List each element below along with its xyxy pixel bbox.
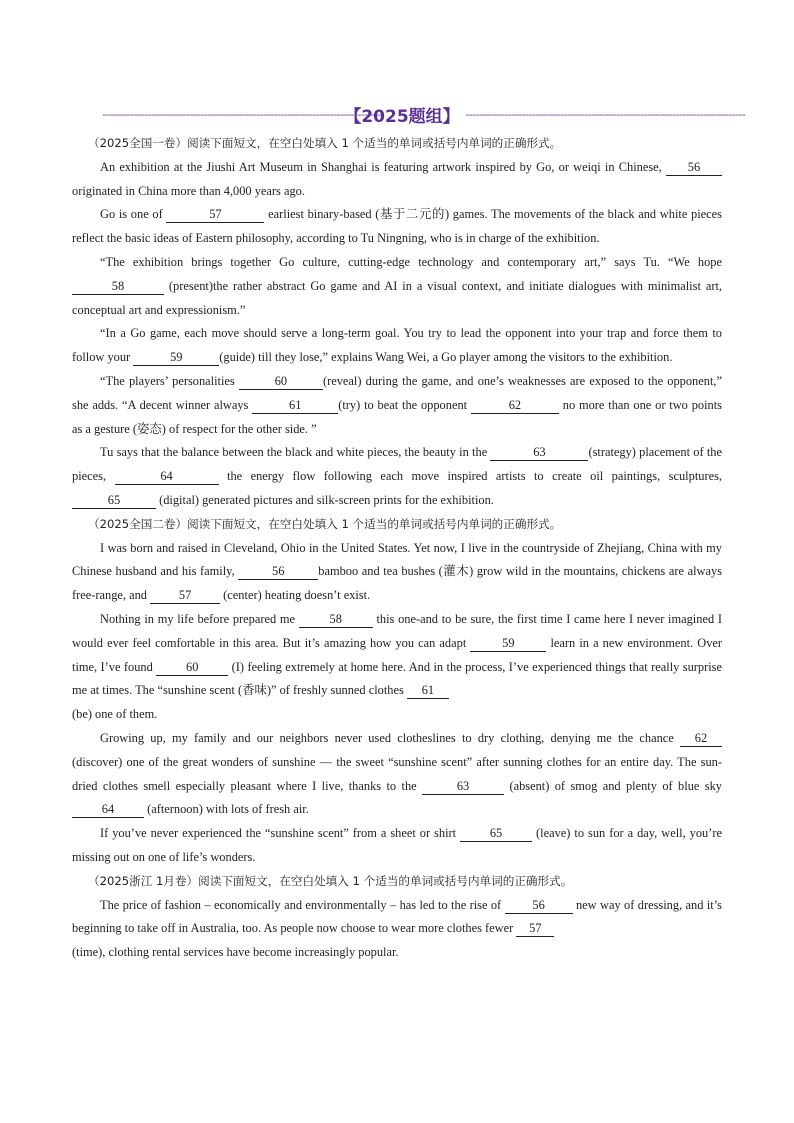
answer-blank-65[interactable]: 65: [72, 493, 156, 509]
paragraph-text: (present)the rather abstract Go game and AI in a visual context, and initiate dialogues with minimalist art, conceptual art and expressionism.”: [72, 278, 722, 317]
paragraph-text: Go is one of: [100, 207, 167, 222]
paragraph-text: “The players’ personalities: [100, 373, 239, 388]
answer-blank-56[interactable]: 56: [505, 898, 573, 914]
paragraph-text: learn in a new environment. Over time, I’ve found: [72, 635, 723, 674]
passage-paragraph: [72, 251, 722, 322]
paragraph-text: (time), clothing rental services have become increasingly popular.: [72, 945, 399, 960]
paragraph-text: the energy flow following each move inspired artists to create oil paintings, sculptures,: [218, 469, 722, 484]
passage-paragraph: [72, 608, 722, 703]
passage-paragraph: [72, 537, 722, 608]
paragraph-text: (try) to beat the opponent: [338, 397, 471, 412]
answer-blank-59[interactable]: 59: [133, 350, 219, 366]
answer-blank-63[interactable]: 63: [490, 445, 588, 461]
passage-paragraph: [72, 441, 722, 512]
answer-blank-60[interactable]: 60: [156, 660, 228, 676]
paragraph-text: (discover) one of the great wonders of sunshine — the sweet “sunshine scent” after sunning clothes for an entire day. The sun-dried clothes smell especially pleasant where I live, thanks to the: [72, 754, 722, 793]
passage-paragraph: [72, 322, 722, 370]
paragraph-text: (center) heating doesn’t exist.: [220, 588, 371, 603]
answer-blank-57[interactable]: 57: [150, 588, 220, 604]
passage-paragraph: [72, 941, 722, 965]
paragraph-text: (guide) till they lose,” explains Wang Wei, a Go player among the visitors to the exhibition.: [219, 350, 673, 365]
answer-blank-61[interactable]: 61: [252, 398, 338, 414]
answer-blank-57[interactable]: 57: [516, 921, 554, 937]
paragraph-text: (reveal) during the game, and one’s weaknesses are exposed to the opponent,” she adds. “A decent winner always: [72, 373, 722, 412]
paragraph-text: An exhibition at the Jiushi Art Museum in Shanghai is featuring artwork inspired by Go, or weiqi in Chinese,: [100, 159, 666, 174]
paragraph-text: (leave) to sun for a day, well, you’re missing out on one of life’s wonders.: [72, 826, 722, 864]
answer-blank-64[interactable]: 64: [115, 469, 219, 485]
passages-container: [72, 132, 722, 965]
answer-blank-63[interactable]: 63: [422, 779, 504, 795]
paragraph-text: The price of fashion – economically and environmentally – has led to the rise of: [100, 897, 505, 912]
answer-blank-60[interactable]: 60: [239, 374, 323, 390]
passage-paragraph: [72, 822, 722, 870]
paragraph-text: (strategy) placement of the pieces,: [72, 445, 722, 484]
answer-blank-62[interactable]: 62: [471, 398, 559, 414]
paragraph-text: (absent) of smog and plenty of blue sky: [504, 778, 722, 793]
paragraph-text: new way of dressing, and it’s beginning to take off in Australia, too. As people now choose to wear more clothes fewer: [72, 897, 722, 936]
paragraph-text: originated in China more than 4,000 years ago.: [72, 183, 305, 198]
answer-blank-59[interactable]: 59: [470, 636, 546, 652]
passage-paragraph: [72, 727, 722, 822]
paragraph-text: I was born and raised in Cleveland, Ohio in the United States. Yet now, I live in the countryside of Zhejiang, China with my Chinese husband and his family,: [72, 540, 722, 579]
document-page: [72, 100, 746, 965]
paragraph-text: earliest binary-based (基于二元的) games. The movements of the black and white pieces reflect the basic ideas of Eastern philosophy, according to Tu Ningning, who is in charge of the exhibition.: [72, 207, 722, 246]
answer-blank-57[interactable]: 57: [166, 207, 264, 223]
paragraph-text: (be) one of them.: [72, 707, 158, 722]
divider-dashes-left: --------------------------------------------------------------------------------: [102, 106, 383, 121]
passage-paragraph: [72, 370, 722, 441]
answer-blank-65[interactable]: 65: [460, 826, 532, 842]
divider-dashes-right: --------------------------------------------------------------------------------: [465, 106, 746, 121]
passage-paragraph: [72, 156, 722, 204]
answer-blank-64[interactable]: 64: [72, 802, 144, 818]
passage-paragraph: [72, 203, 722, 251]
paragraph-text: (digital) generated pictures and silk-screen prints for the exhibition.: [156, 492, 494, 507]
answer-blank-56[interactable]: 56: [666, 160, 722, 176]
paragraph-text: bamboo and tea bushes (灌木) grow wild in the mountains, chickens are always free-range, and: [72, 564, 722, 603]
paragraph-text: “The exhibition brings together Go culture, cutting-edge technology and contemporary art,” says Tu. “We hope: [100, 254, 722, 269]
paragraph-text: If you’ve never experienced the “sunshine scent” from a sheet or shirt: [100, 826, 461, 841]
passage-paragraph: [72, 703, 722, 727]
section-title: 【2025题组】: [344, 106, 460, 127]
passage-heading: （2025浙江 1月卷）阅读下面短文，在空白处填入 1 个适当的单词或括号内单词的正确形式。: [88, 873, 573, 888]
passage-heading: （2025全国二卷）阅读下面短文，在空白处填入 1 个适当的单词或括号内单词的正确形式。: [88, 516, 562, 531]
paragraph-text: “In a Go game, each move should serve a long-term goal. You try to lead the opponent into your trap and force them to follow your: [72, 326, 722, 365]
paragraph-text: this one-and to be sure, the first time I came here I never imagined I would ever feel comfortable in this area. But it’s amazing how you can adapt: [72, 611, 722, 650]
answer-blank-62[interactable]: 62: [680, 731, 722, 747]
answer-blank-56[interactable]: 56: [238, 564, 318, 580]
paragraph-text: Growing up, my family and our neighbors never used clotheslines to dry clothing, denying me the chance: [100, 730, 680, 745]
paragraph-text: Tu says that the balance between the black and white pieces, the beauty in the: [100, 445, 491, 460]
paragraph-text: (I) feeling extremely at home here. And in the process, I’ve experienced things that really surprise me at times. The “sunshine scent (香味)” of freshly sunned clothes: [72, 659, 722, 698]
section-divider: [86, 100, 746, 128]
answer-blank-58[interactable]: 58: [299, 612, 373, 628]
paragraph-text: Nothing in my life before prepared me: [100, 611, 299, 626]
answer-blank-58[interactable]: 58: [72, 279, 164, 295]
paragraph-text: (afternoon) with lots of fresh air.: [144, 802, 309, 817]
paragraph-text: no more than one or two points as a gesture (姿态) of respect for the other side. ”: [72, 397, 723, 436]
answer-blank-61[interactable]: 61: [407, 683, 449, 699]
passage-paragraph: [72, 894, 722, 942]
passage-heading: （2025全国一卷）阅读下面短文，在空白处填入 1 个适当的单词或括号内单词的正确形式。: [88, 136, 562, 150]
